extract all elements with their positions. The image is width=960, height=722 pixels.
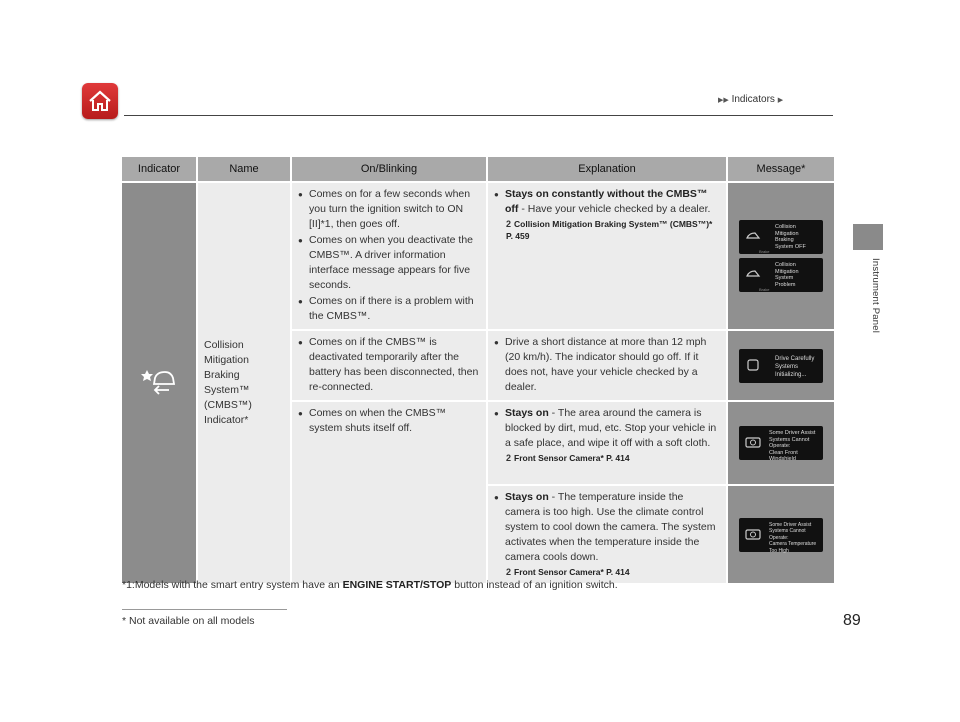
explanation-cell [487,330,727,401]
footnote-ignition: *1:Models with the smart entry system have an ENGINE START/STOP button instead of an ignition switch. [122,579,618,591]
camera-icon [745,434,761,450]
explanation-cell [487,401,727,485]
message-cell [727,330,834,401]
message-text: Some Driver Assist Systems Cannot Operate: Camera Temperature Too High [769,521,817,554]
message-text: Collision Mitigation System Problem [775,262,799,288]
section-label: Instrument Panel [870,258,881,334]
indicator-name: Collision Mitigation Braking System™ (CMBS™) Indicator* [197,182,291,583]
list-item: ● Comes on when you deactivate the CMBS™. A driver information interface message appears for five seconds. [298,233,480,293]
steering-wheel-icon [745,357,761,373]
explanation-cell [487,182,727,330]
list-item: ● Comes on if the CMBS™ is deactivated temporarily after the battery has been disconnected, then re-connected. [298,335,480,395]
message-screen [739,426,823,460]
indicator-cell [122,182,197,583]
reference-arrow-icon: 2 [506,567,512,577]
cmbs-screen-icon [745,266,761,282]
list-item: ● Stays on - The area around the camera is blocked by dirt, mud, etc. Stop your vehicle in a safe place, and wipe it off with a soft cloth. [494,406,720,451]
header-divider [124,115,833,116]
indicator-table [122,157,834,583]
chevron-right-icon: ▶▶ [718,97,729,104]
list-item: ● Comes on when the CMBS™ system shuts itself off. [298,406,480,436]
column-header: Message* [727,157,834,182]
cmbs-screen-icon [745,228,761,244]
on-blinking-cell [291,330,487,401]
reference-arrow-icon: 2 [506,219,512,229]
chevron-right-icon: ▶ [777,97,784,104]
column-header: Indicator [122,157,197,182]
explanation-cell [487,485,727,583]
list-item: ● Comes on for a few seconds when you turn the ignition switch to ON [II]*1, then goes off. [298,187,480,232]
list-item: ● Stays on - The temperature inside the camera is too high. Use the climate control system to cool down the camera. The system activates when the temperature inside the camera cools down. [494,490,720,565]
list-item: ● Stays on constantly without the CMBS™ off - Have your vehicle checked by a dealer. [494,187,720,217]
message-screen: Collision Mitigation System Problem Brake [739,258,823,292]
breadcrumb-label: Indicators [731,94,775,105]
section-tab[interactable] [853,224,883,250]
home-button[interactable] [82,83,118,119]
column-header: Explanation [487,157,727,182]
camera-icon [745,526,761,542]
on-blinking-cell [291,182,487,330]
reference-arrow-icon: 2 [506,453,512,463]
page-reference-link[interactable]: 2 Front Sensor Camera* P. 414 [506,453,630,463]
footnote-availability: * Not available on all models [122,615,255,627]
breadcrumb[interactable] [718,94,783,105]
on-blinking-cell [291,401,487,583]
table-row [122,182,834,330]
message-cell [727,401,834,485]
message-text: Collision Mitigation Braking System OFF [775,224,806,250]
footnote-divider [122,609,287,610]
message-cell [727,485,834,583]
column-header: Name [197,157,291,182]
message-screen [739,518,823,552]
message-screen [739,349,823,383]
list-item: ● Drive a short distance at more than 12 mph (20 km/h). The indicator should go off. If it does not, have your vehicle checked by a dealer. [494,335,720,395]
message-text: Some Driver Assist Systems Cannot Operate: Clean Front Windshield [769,430,816,462]
page-reference-link[interactable]: 2 Front Sensor Camera* P. 414 [506,567,630,577]
home-icon [87,88,113,114]
column-header: On/Blinking [291,157,487,182]
list-item: ● Comes on if there is a problem with the CMBS™. [298,294,480,324]
cmbs-indicator-icon [139,364,179,398]
message-cell [727,182,834,330]
page-number: 89 [843,612,861,629]
message-screen: Collision Mitigation Braking System OFF Brake [739,220,823,254]
message-text: Drive Carefully Systems Initializing... [775,355,815,378]
page-reference-link[interactable]: 2 Collision Mitigation Braking System™ (CMBS™)* P. 459 [506,219,713,241]
